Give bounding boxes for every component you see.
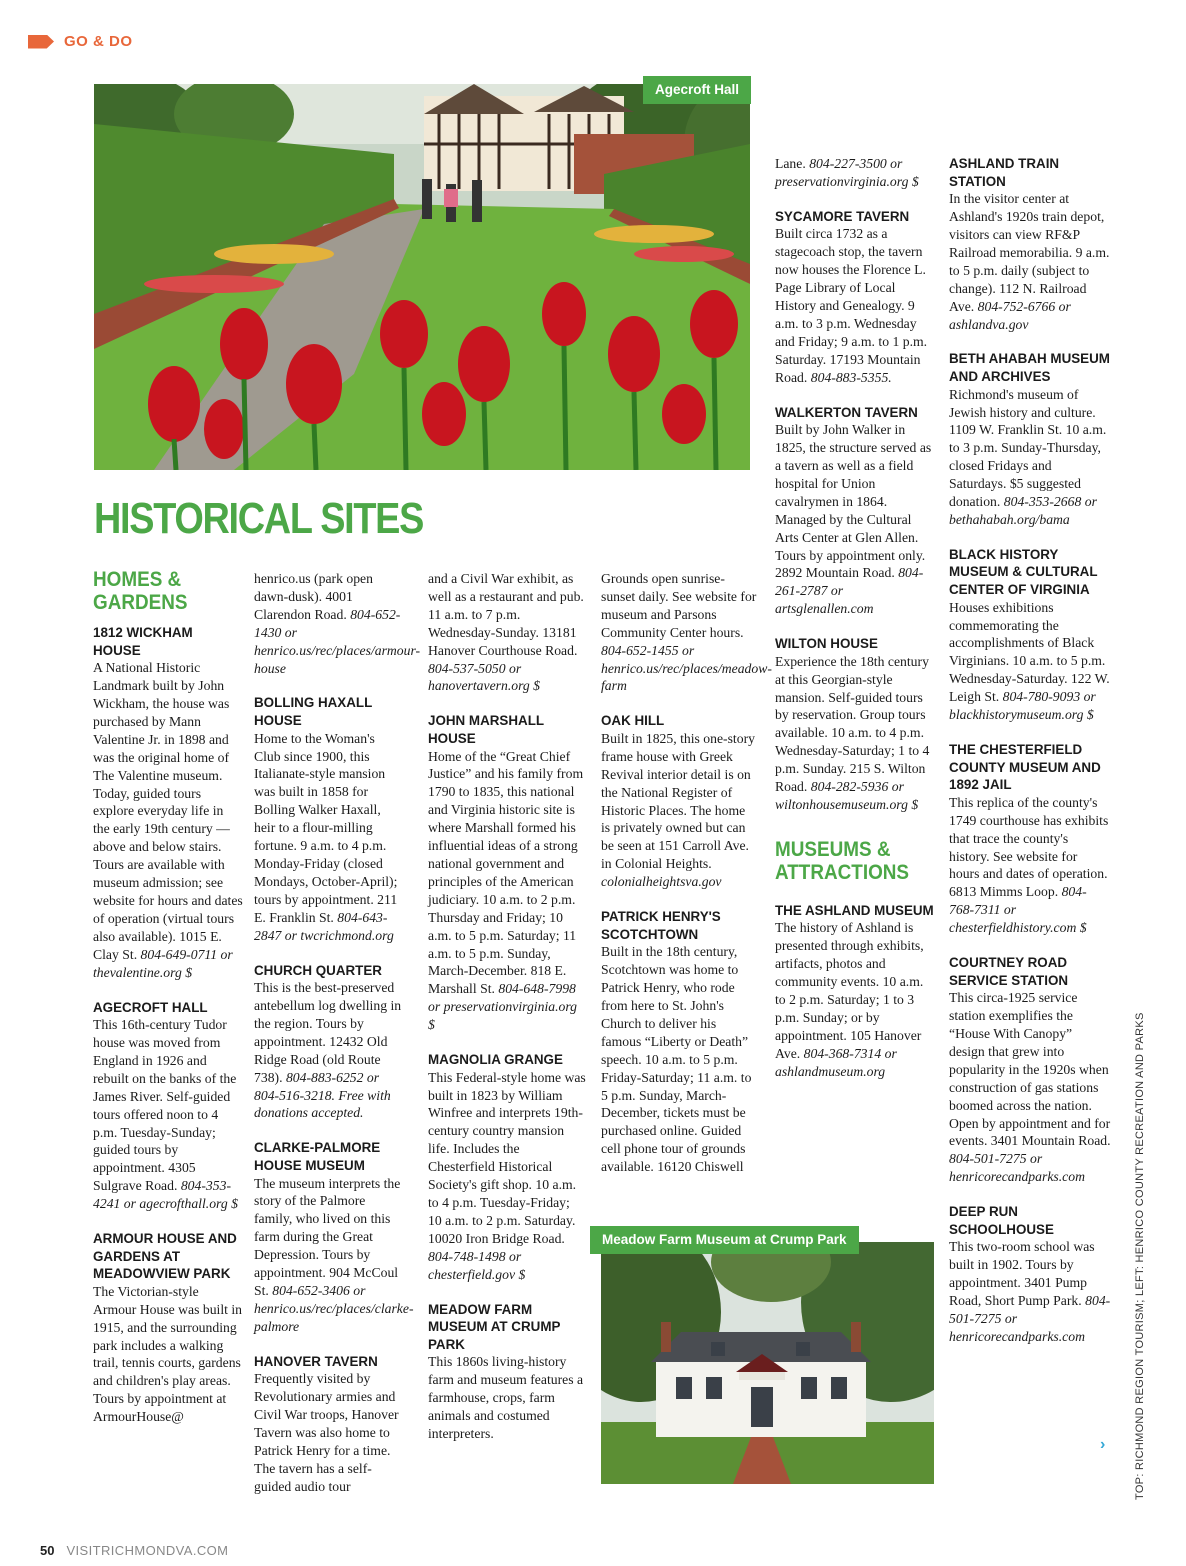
entry-text: Experience the 18th century at this Georgian-style mansion. Self-guided tours by reservation. Group tours available. 10 a.m. to 4 p.m. Wednesday-Saturday; 1 to 4 p.m. Sunday. 215 S. Wilton Road. — [775, 653, 930, 795]
entry-contact: 804-652-1455 or henrico.us/rec/places/meadow-farm — [601, 642, 772, 694]
photo-caption-agecroft: Agecroft Hall — [643, 76, 751, 104]
agecroft-hall-photo — [94, 84, 750, 470]
entry-meadow-farm-cont — [601, 570, 772, 695]
entry-heading: CLARKE-PALMORE HOUSE MUSEUM — [254, 1140, 381, 1173]
entry-contact: 804-652-3406 or henrico.us/rec/places/clarke-palmore — [254, 1282, 414, 1334]
column-5 — [775, 155, 935, 1098]
footer-site-url: VISITRICHMONDVA.COM — [66, 1543, 229, 1558]
entry-hanover-tavern — [254, 1353, 404, 1496]
photo-caption-meadow-farm: Meadow Farm Museum at Crump Park — [590, 1226, 859, 1254]
entry-heading: HANOVER TAVERN — [254, 1353, 378, 1369]
entry-heading: THE CHESTERFIELD COUNTY MUSEUM AND 1892 JAIL — [949, 742, 1101, 793]
entry-chesterfield-museum — [949, 741, 1111, 937]
entry-heading: THE ASHLAND MUSEUM — [775, 902, 934, 918]
entry-heading: MEADOW FARM MUSEUM AT CRUMP PARK — [428, 1301, 561, 1352]
section-tag-label: GO & DO — [64, 33, 133, 50]
entry-beth-ahabah — [949, 350, 1111, 528]
entry-contact: 804-649-0711 or thevalentine.org $ — [93, 946, 233, 980]
entry-scotchtown-cont — [775, 155, 935, 191]
entry-armour-house — [93, 1230, 243, 1426]
entry-wilton-house — [775, 635, 935, 814]
entry-contact: 804-780-9093 or blackhistorymuseum.org $ — [949, 689, 1096, 723]
entry-magnolia-grange — [428, 1051, 586, 1283]
entry-contact: 804-652-1430 or henrico.us/rec/places/armour-house — [254, 606, 421, 676]
entry-heading: ASHLAND TRAIN STATION — [949, 156, 1060, 189]
entry-text: Built in the 18th century, Scotchtown was home to Patrick Henry, who rode from here to St. John's Church to deliver his famous “Liberty or Death” speech. 10 a.m. to 5 p.m. Friday-Saturday; 11 a.m. to 5 p.m. Sunday, March-December, tickets must be purchased online. Guided cell phone tour of grounds available. 16120 Chiswell — [601, 944, 752, 1175]
entry-text: and a Civil War exhibit, as well as a restaurant and pub. 11 a.m. to 7 p.m. Wednesday-Sunday. 13181 Hanover Courthouse Road. — [428, 571, 584, 658]
entry-text: Lane. — [775, 156, 806, 171]
subhead-museums-attractions: MUSEUMS & ATTRACTIONS — [775, 837, 910, 884]
entry-heading: JOHN MARSHALL HOUSE — [428, 713, 544, 746]
entry-contact: 804-501-7275 or henricorecandparks.com — [949, 1151, 1085, 1185]
entry-courtney-road — [949, 954, 1111, 1186]
entry-contact: 804-648-7998 or preservationvirginia.org $ — [428, 981, 578, 1033]
entry-contact: 804-282-5936 or wiltonhousemuseum.org $ — [775, 779, 919, 812]
entry-text: In the visitor center at Ashland's 1920s train depot, visitors can view RF&P Railroad memorabilia. 9 a.m. to 5 p.m. daily (subject to change). 112 N. Railroad Ave. — [949, 191, 1110, 314]
entry-contact: 804-368-7314 or ashlandmuseum.org — [775, 1045, 897, 1079]
entry-walkerton-tavern — [775, 404, 935, 619]
entry-text: Built by John Walker in 1825, the structure served as a tavern as well as a field hospital for Union cavalrymen in 1864. Managed by the Cultural Arts Center at Glen Allen. Tours by appointment only. 2892 Mountain Road. — [775, 422, 932, 581]
entry-contact: colonialheightsva.gov — [601, 874, 722, 890]
entry-text: Richmond's museum of Jewish history and culture. 1109 W. Franklin St. 10 a.m. to 3 p.m. Sunday-Thursday, closed Fridays and Saturdays. $5 suggested donation. — [949, 386, 1107, 510]
entry-heading: 1812 WICKHAM HOUSE — [93, 625, 193, 658]
entry-contact: 804-537-5050 or hanovertavern.org $ — [428, 660, 541, 694]
arrow-tag-icon — [28, 35, 54, 49]
entry-text: This is the best-preserved antebellum log dwelling in the region. Tours by appointment. 12432 Old Ridge Road (old Route 738). — [254, 980, 402, 1085]
entry-contact: 804-883-6252 or 804-516-3218. Free with donations accepted. — [254, 1069, 391, 1121]
entry-heading: AGECROFT HALL — [93, 999, 208, 1015]
entry-text: The museum interprets the story of the Palmore family, who lived on this farm during the Great Depression. Tours by appointment. 904 McCoul St. — [254, 1175, 401, 1298]
page-title: HISTORICAL SITES — [94, 494, 424, 543]
entry-text: henrico.us (park open dawn-dusk). 4001 Clarendon Road. — [254, 571, 373, 622]
entry-text: The Victorian-style Armour House was built in 1915, and the surrounding park includes a walking trail, tennis courts, gardens and children's play areas. Tours by appointment at ArmourHouse@ — [93, 1283, 243, 1425]
entry-armour-house-cont — [254, 570, 421, 677]
entry-text: This circa-1925 service station exemplifies the “House With Canopy” design that grew into popularity in the 1920s when construction of gas stations boomed across the nation. Open by appointment and for events. 3401 Mountain Road. — [949, 990, 1111, 1149]
page-footer — [40, 1543, 228, 1558]
entry-heading: BETH AHABAH MUSEUM AND ARCHIVES — [949, 351, 1110, 385]
column-6 — [949, 155, 1111, 1363]
entry-text: This 16th-century Tudor house was moved from England in 1926 and rebuilt on the banks of the James River. Self-guided tours offered noon to 4 p.m. Tuesday-Sunday; guided tours by appointment. 4305 Sulgrave Road. — [93, 1017, 237, 1194]
entry-text: This 1860s living-history farm and museum features a farmhouse, crops, farm animals and costumed interpreters. — [428, 1354, 584, 1441]
section-tag — [28, 33, 133, 50]
entry-wickham-house — [93, 624, 243, 982]
entry-heading: WILTON HOUSE — [775, 636, 878, 652]
entry-contact: 804-261-2787 or artsglenallen.com — [775, 565, 924, 617]
entry-text: Grounds open sunrise-sunset daily. See website for museum and Parsons Community Center hours. — [601, 571, 757, 640]
entry-scotchtown — [601, 908, 757, 1176]
entry-text: This replica of the county's 1749 courthouse has exhibits that trace the county's history. See website for hours and dates of operation. 6813 Mimms Loop. — [949, 794, 1109, 900]
entry-heading: CHURCH QUARTER — [254, 962, 382, 978]
entry-heading: ARMOUR HOUSE AND GARDENS AT MEADOWVIEW PARK — [93, 1231, 237, 1282]
entry-ashland-train-station — [949, 155, 1111, 333]
entry-clarke-palmore — [254, 1139, 414, 1335]
entry-ashland-museum — [775, 902, 935, 1081]
column-1 — [93, 568, 243, 1443]
photo-credit: TOP: RICHMOND REGION TOURISM; LEFT: HENRICO COUNTY RECREATION AND PARKS — [1134, 1012, 1146, 1500]
entry-oak-hill — [601, 712, 757, 891]
column-2 — [254, 570, 421, 1513]
entry-text: Home of the “Great Chief Justice” and his family from 1790 to 1835, this national and Virginia historic site is where Marshall formed his influential ideas of a strong national government and principles of the American judiciary. 10 a.m. to 2 p.m. Thursday and Friday; 10 a.m. to 5 p.m. Saturday; 11 a.m. to 5 p.m. Sunday, March-December. 818 E. Marshall St. — [428, 748, 584, 997]
entry-black-history-museum — [949, 546, 1111, 724]
subhead-homes-gardens: HOMES & GARDENS — [93, 568, 188, 614]
entry-deep-run-schoolhouse — [949, 1203, 1111, 1346]
entry-heading: MAGNOLIA GRANGE — [428, 1052, 563, 1068]
entry-contact: 804-752-6766 or ashlandva.gov — [949, 298, 1071, 332]
entry-meadow-farm — [428, 1301, 586, 1443]
entry-hanover-tavern-cont — [428, 570, 586, 695]
column-3 — [428, 570, 586, 1460]
entry-church-quarter — [254, 962, 404, 1123]
entry-contact: 804-353-2668 or bethahabah.org/bama — [949, 494, 1097, 527]
entry-john-marshall — [428, 712, 586, 1034]
entry-text: Frequently visited by Revolutionary armies and Civil War troops, Hanover Tavern was also home to Patrick Henry for a time. The tavern has a self-guided audio tour — [254, 1371, 399, 1494]
entry-agecroft-hall — [93, 999, 243, 1214]
entry-sycamore-tavern — [775, 208, 935, 387]
entry-contact: 804-501-7275 or henricorecandparks.com — [949, 1293, 1111, 1344]
entry-heading: BOLLING HAXALL HOUSE — [254, 695, 373, 729]
entry-contact: 804-883-5355. — [810, 369, 892, 385]
entry-heading: COURTNEY ROAD SERVICE STATION — [949, 955, 1069, 988]
entry-text: A National Historic Landmark built by John Wickham, the house was purchased by Mann Valentine Jr. in 1898 and was the original home of The Valentine museum. Today, guided tours explore everyday life in the early 19th century — above and below stairs. Tours are available with museum admission; see website for hours and dates of operation (virtual tours also available). 1015 E. Clay St. — [93, 660, 243, 962]
entry-contact: 804-227-3500 or preservationvirginia.org $ — [775, 156, 919, 189]
entry-text: Home to the Woman's Club since 1900, this Italianate-style mansion was built in 1858 for Bolling Walker Haxall, heir to a flour-milling fortune. 9 a.m. to 4 p.m. Monday-Friday (closed Mondays, October-April); tours by appointment. 211 E. Franklin St. — [254, 730, 398, 925]
entry-contact: 804-643-2847 or twcrichmond.org — [254, 909, 394, 943]
entry-heading: OAK HILL — [601, 713, 665, 729]
entry-text: The history of Ashland is presented through exhibits, artifacts, photos and community events. 10 a.m. to 2 p.m. Saturday; 1 to 3 p.m. Sunday; or by appointment. 105 Hanover Ave. — [775, 920, 924, 1061]
meadow-farm-photo — [601, 1242, 934, 1484]
entry-text: Built in 1825, this one-story frame house with Greek Revival interior detail is on the National Register of Historic Places. The home is privately owned but can be seen at 151 Carroll Ave. in Colonial Heights. — [601, 730, 755, 872]
column-4 — [601, 570, 772, 1193]
entry-heading: BLACK HISTORY MUSEUM & CULTURAL CENTER OF VIRGINIA — [949, 546, 1098, 598]
entry-heading: DEEP RUN SCHOOLHOUSE — [949, 1204, 1054, 1237]
page-number: 50 — [40, 1543, 55, 1558]
chevron-right-icon: › — [1100, 1436, 1106, 1453]
entry-heading: PATRICK HENRY'S SCOTCHTOWN — [601, 909, 721, 942]
entry-bolling-haxall — [254, 694, 404, 944]
entry-text: Houses exhibitions commemorating the accomplishments of Black Virginians. 10 a.m. to 5 p.m. Wednesday-Saturday. 122 W. Leigh St. — [949, 599, 1110, 705]
entry-contact: 804-353-4241 or agecrofthall.org $ — [93, 1178, 238, 1212]
entry-heading: WALKERTON TAVERN — [775, 404, 918, 420]
entry-contact: 804-768-7311 or chesterfieldhistory.com $ — [949, 884, 1087, 936]
entry-text: Built circa 1732 as a stagecoach stop, the tavern now houses the Florence L. Page Library of Local History and Genealogy. 9 a.m. to 3 p.m. Wednesday and Friday; 9 a.m. to 1 p.m. Saturday. 17193 Mountain Road. — [775, 226, 928, 385]
entry-heading: SYCAMORE TAVERN — [775, 208, 910, 224]
entry-text: This two-room school was built in 1902. Tours by appointment. 3401 Pump Road, Short Pump Park. — [949, 1239, 1095, 1309]
entry-contact: 804-748-1498 or chesterfield.gov $ — [428, 1248, 526, 1282]
entry-text: This Federal-style home was built in 1823 by William Winfree and interprets 19th-century country mansion life. Includes the Chesterfield Historical Society's gift shop. 10 a.m. to 4 p.m. Tuesday-Friday; 10 a.m. to 2 p.m. Saturday. 10020 Iron Bridge Road. — [428, 1069, 586, 1246]
